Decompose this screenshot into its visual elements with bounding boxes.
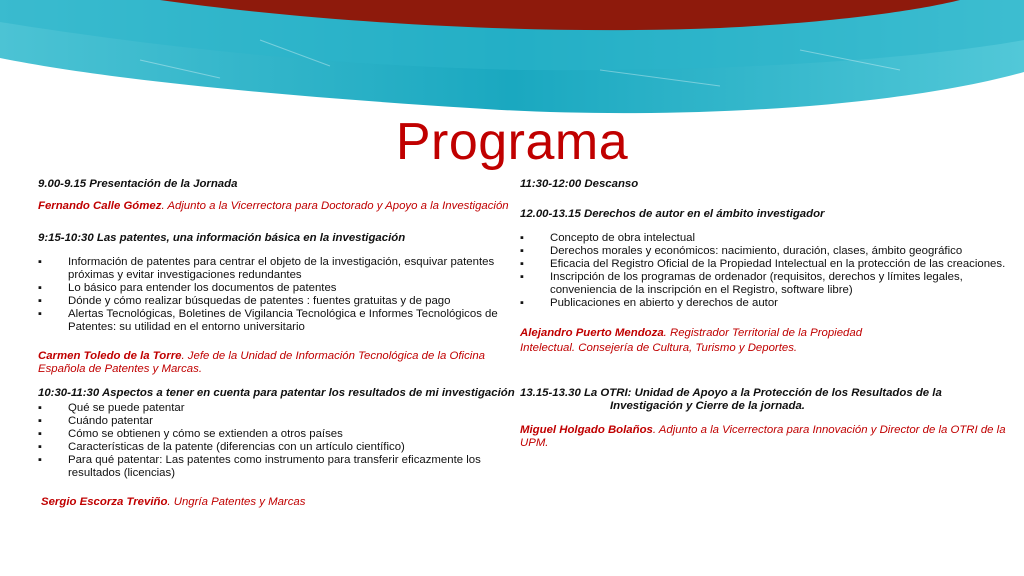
session-2-speaker (38, 350, 516, 376)
speaker-name: Sergio Escorza Treviño (41, 496, 168, 508)
list-item: ▪ Eficacia del Registro Oficial de la Propiedad Intelectual en la protección de las creaciones. (520, 258, 1006, 271)
session-4-speaker-role-cont: Intelectual. Consejería de Cultura, Turismo y Deportes. (520, 342, 798, 354)
session-1-heading: 9.00-9.15 Presentación de la Jornada (38, 178, 238, 190)
header-banner (0, 0, 1024, 120)
session-1-speaker (38, 200, 516, 213)
speaker-name: Fernando Calle Gómez (38, 200, 162, 212)
session-4-heading: 12.00-13.15 Derechos de autor en el ámbito investigador (520, 208, 825, 220)
speaker-role: . Adjunto a la Vicerrectora para Innovación y Director de la OTRI de la UPM. (520, 424, 1006, 449)
session-3-list (38, 402, 516, 480)
list-item: ▪ Cómo se obtienen y cómo se extienden a otros países (38, 428, 516, 441)
speaker-role: . Adjunto a la Vicerrectora para Doctorado y Apoyo a la Investigación (161, 200, 509, 212)
speaker-role: . Registrador Territorial de la Propiedad (663, 327, 863, 339)
speaker-role: . Jefe de la Unidad de Información Tecnológica de la Oficina Española de Patentes y Marcas. (38, 350, 485, 375)
session-4-speaker (520, 327, 1006, 340)
session-5-heading-cont: Investigación y Cierre de la jornada. (610, 400, 805, 412)
session-2-list (38, 256, 516, 334)
page-title: Programa (395, 113, 629, 171)
right-column (520, 178, 1006, 450)
list-item: ▪ Publicaciones en abierto y derechos de autor (520, 297, 1006, 310)
session-5-speaker (520, 424, 1006, 450)
list-item: ▪ Qué se puede patentar (38, 402, 516, 415)
left-column (38, 178, 516, 509)
session-3-speaker (38, 496, 516, 509)
speaker-role: . Ungría Patentes y Marcas (167, 496, 306, 508)
list-item: ▪ Alertas Tecnológicas, Boletines de Vigilancia Tecnológica e Informes Tecnológicos de Patentes: su utilidad en el entorno universitario (38, 308, 516, 334)
session-3-heading: 10:30-11:30 Aspectos a tener en cuenta para patentar los resultados de mi investigación (38, 387, 515, 399)
list-item: ▪ Lo básico para entender los documentos de patentes (38, 282, 516, 295)
session-4-list (520, 232, 1006, 310)
speaker-name: Miguel Holgado Bolaños (520, 424, 653, 436)
speaker-name: Alejandro Puerto Mendoza (520, 327, 664, 339)
list-item: ▪ Cuándo patentar (38, 415, 516, 428)
list-item: ▪ Información de patentes para centrar el objeto de la investigación, esquivar patentes próximas y evitar investigaciones redundantes (38, 256, 516, 282)
list-item: ▪ Inscripción de los programas de ordenador (requisitos, derechos y límites legales, conveniencia de la inscripción en el Registro, software libre) (520, 271, 1006, 297)
list-item: ▪ Para qué patentar: Las patentes como instrumento para transferir eficazmente los resultados (licencias) (38, 454, 516, 480)
session-5-heading: 13.15-13.30 La OTRI: Unidad de Apoyo a la Protección de los Resultados de la (520, 387, 942, 399)
list-item: ▪ Concepto de obra intelectual (520, 232, 1006, 245)
break-heading: 11:30-12:00 Descanso (520, 178, 639, 190)
list-item: ▪ Dónde y cómo realizar búsquedas de patentes : fuentes gratuitas y de pago (38, 295, 516, 308)
session-2-heading: 9:15-10:30 Las patentes, una información básica en la investigación (38, 232, 406, 244)
speaker-name: Carmen Toledo de la Torre (38, 350, 182, 362)
list-item: ▪ Derechos morales y económicos: nacimiento, duración, clases, ámbito geográfico (520, 245, 1006, 258)
list-item: ▪ Características de la patente (diferencias con un artículo científico) (38, 441, 516, 454)
